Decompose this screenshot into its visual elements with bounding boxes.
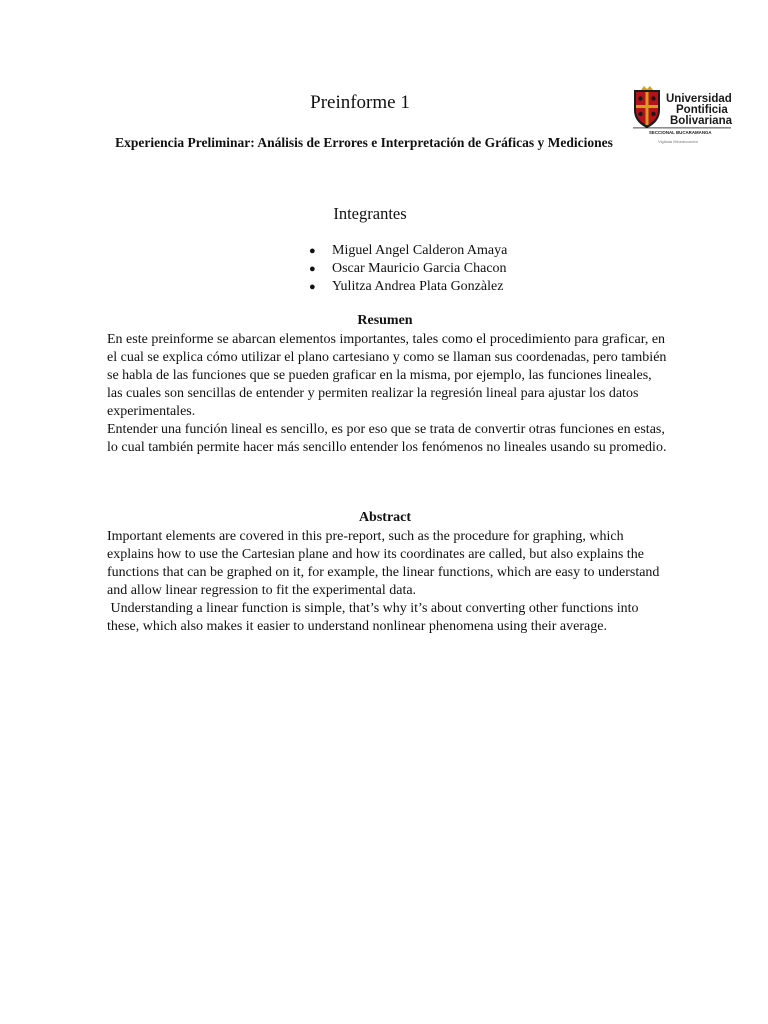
member-name: Yulitza Andrea Plata Gonzàlez	[332, 279, 504, 294]
logo-divider	[633, 128, 731, 129]
members-list	[300, 242, 507, 296]
logo-line-3: Bolivariana	[670, 115, 732, 127]
resumen-paragraph-2: Entender una función lineal es sencillo, es por eso que se trata de convertir otras funciones en estas, lo cual también permite hacer más sencillo entender los fenómenos no lineales usando su promedio.	[107, 422, 667, 455]
document-title: Preinforme 1	[310, 92, 410, 113]
abstract-paragraph-1: Important elements are covered in this pre-report, such as the procedure for graphing, which explains how to use the Cartesian plane and how its coordinates are called, but also explains the functions that can be graphed on it, for example, the linear functions, which are easy to understand and allow linear regression to fit the experimental data.	[107, 529, 660, 598]
logo-line-2: Pontificia	[676, 104, 728, 116]
list-item	[300, 242, 507, 260]
abstract-heading: Abstract	[358, 510, 412, 525]
resumen-heading: Resumen	[357, 313, 413, 328]
abstract-paragraph-2: Understanding a linear function is simple, that’s why it’s about converting other functions into these, which also makes it easier to understand nonlinear phenomena using their average.	[107, 601, 643, 634]
logo-line-1: Universidad	[666, 93, 732, 105]
university-logo	[630, 86, 734, 148]
shield-icon	[634, 86, 660, 128]
logo-tagline: Vigilada Mineducación	[658, 139, 698, 144]
member-name: Oscar Mauricio Garcia Chacon	[332, 261, 507, 276]
document-subtitle: Experiencia Preliminar: Análisis de Errores e Interpretación de Gráficas y Mediciones	[115, 135, 613, 150]
list-item	[300, 278, 507, 296]
list-item	[300, 260, 507, 278]
logo-seccional: SECCIONAL BUCARAMANGA	[649, 130, 712, 135]
bullet-icon: ●	[309, 245, 316, 257]
resumen-paragraph-1: En este preinforme se abarcan elementos importantes, tales como el procedimiento para graficar, en el cual se explica cómo utilizar el plano cartesiano y como se llaman sus coordenadas, pero también se habla de las funciones que se pueden graficar en la misma, por ejemplo, las funciones lineales, las cuales son sencillas de entender y permiten realizar la regresión lineal para ajustar los datos experimentales.	[107, 332, 667, 419]
member-name: Miguel Angel Calderon Amaya	[332, 243, 508, 258]
bullet-icon: ●	[309, 263, 316, 275]
bullet-icon: ●	[309, 281, 316, 293]
members-heading: Integrantes	[333, 204, 407, 223]
